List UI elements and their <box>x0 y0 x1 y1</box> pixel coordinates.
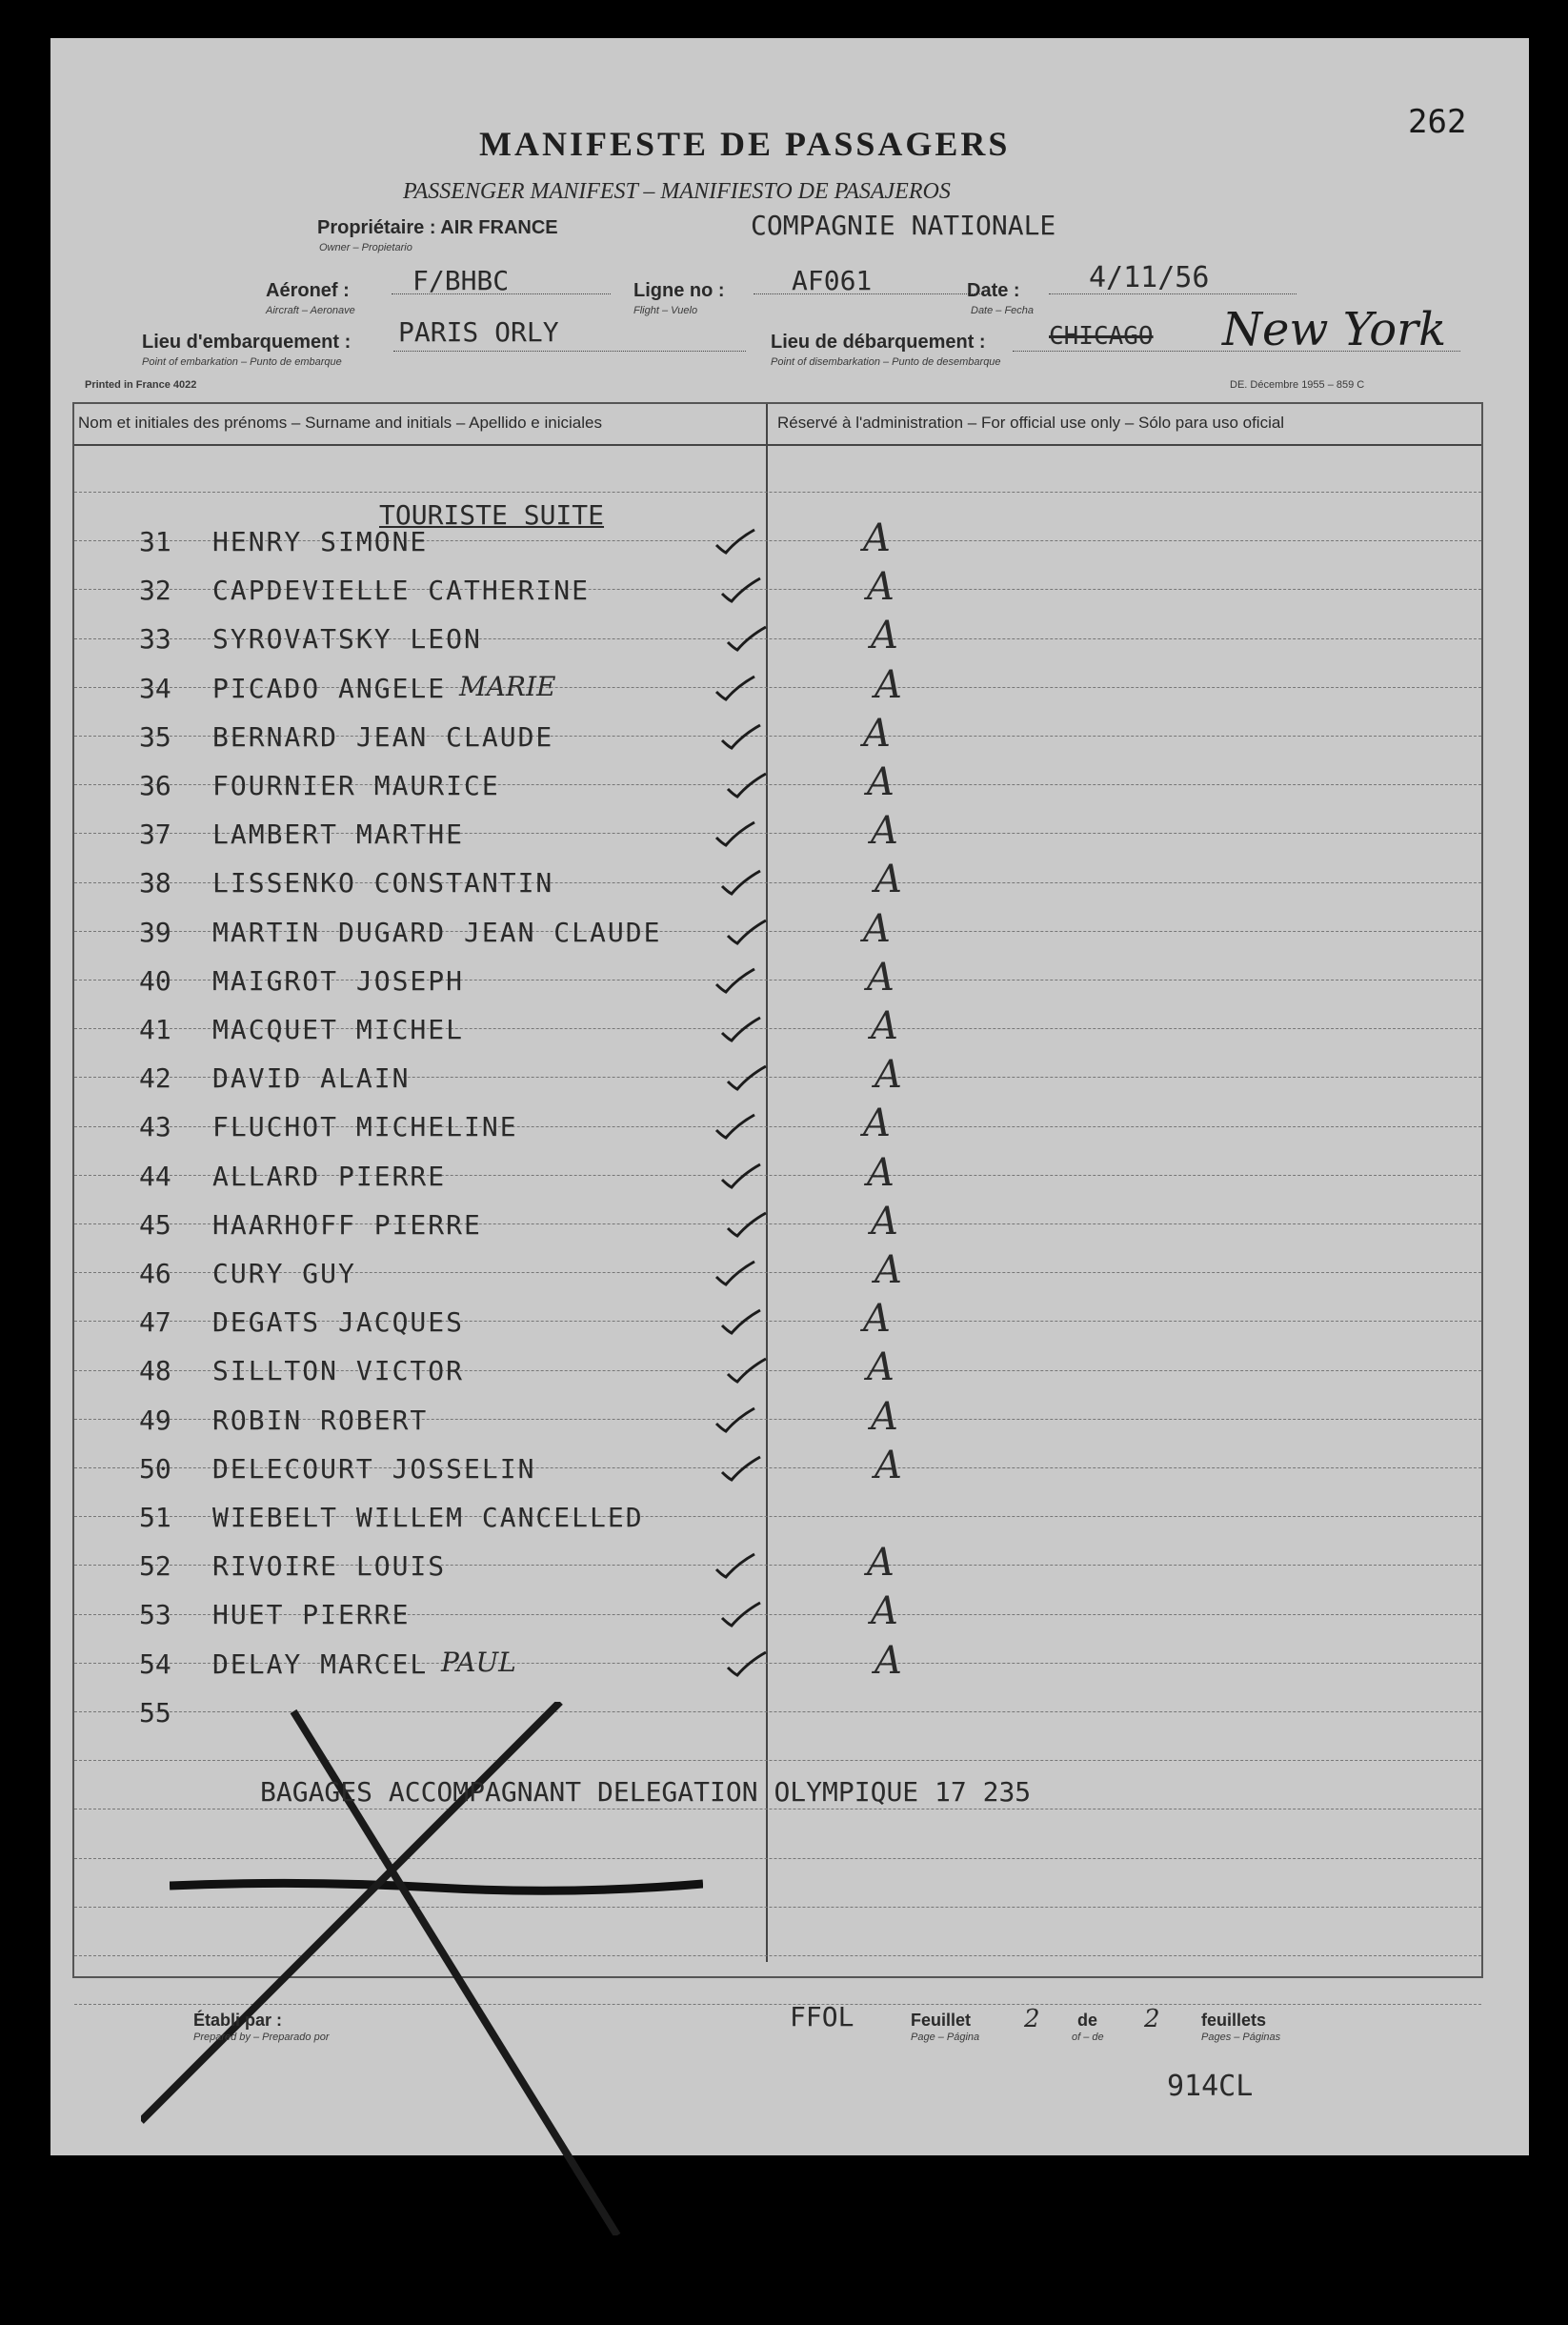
row-number: 42 <box>139 1062 171 1095</box>
passenger-name: FLUCHOT MICHELINE <box>212 1111 518 1143</box>
admin-mark: A <box>863 906 891 951</box>
page-number: 262 <box>1408 103 1467 141</box>
admin-mark: A <box>867 1541 895 1586</box>
disembark-struck-value: CHICAGO <box>1049 322 1154 351</box>
check-mark-icon <box>726 919 768 945</box>
passenger-name: MAIGROT JOSEPH <box>212 964 465 997</box>
check-mark-icon <box>726 1650 768 1677</box>
row-number: 41 <box>139 1014 171 1045</box>
check-mark-icon <box>720 1162 762 1189</box>
aircraft-value: F/BHBC <box>412 265 510 296</box>
passenger-name: CURY GUY <box>212 1258 356 1289</box>
row-number: 33 <box>139 623 171 656</box>
passenger-name-handwritten-addition: MARIE <box>459 670 556 702</box>
passenger-name: SYROVATSKY LEON <box>212 623 482 656</box>
row-number: 47 <box>139 1306 171 1339</box>
admin-mark: A <box>863 711 891 756</box>
row-number: 35 <box>139 720 171 753</box>
aircraft-label: Aéronef : <box>266 280 350 301</box>
passenger-name: FOURNIER MAURICE <box>212 770 500 801</box>
admin-mark: A <box>874 858 902 902</box>
embark-label: Lieu d'embarquement : <box>142 332 352 353</box>
footer-stamp: 914CL <box>1167 2070 1254 2103</box>
row-number: 37 <box>139 819 171 851</box>
row-number: 50 <box>139 1452 171 1485</box>
row-number: 36 <box>139 770 171 801</box>
check-mark-icon <box>714 528 756 555</box>
passenger-name: PICADO ANGELE <box>212 672 447 704</box>
check-mark-icon <box>720 1601 762 1628</box>
owner-value: COMPAGNIE NATIONALE <box>751 210 1056 241</box>
of-label: de <box>1077 2011 1098 2030</box>
row-number: 51 <box>139 1502 171 1533</box>
admin-mark: A <box>874 662 902 707</box>
passenger-name: LISSENKO CONSTANTIN <box>212 867 554 900</box>
passenger-name: LAMBERT MARTHE <box>212 819 465 851</box>
check-mark-icon <box>726 1357 768 1384</box>
flight-label: Ligne no : <box>633 280 725 301</box>
row-number: 39 <box>139 916 171 948</box>
row-number: 38 <box>139 867 171 900</box>
admin-mark: A <box>874 1443 902 1487</box>
disembark-sublabel: Point of disembarkation – Punto de desembarque <box>771 356 1001 368</box>
passenger-name: HENRY SIMONE <box>212 526 429 557</box>
row-number: 48 <box>139 1355 171 1387</box>
of-sublabel: of – de <box>1072 2032 1104 2043</box>
passenger-name: CAPDEVIELLE CATHERINE <box>212 575 591 607</box>
passenger-name: DELECOURT JOSSELIN <box>212 1452 536 1485</box>
admin-mark: A <box>867 1150 895 1195</box>
row-rule <box>74 492 1481 493</box>
row-number: 52 <box>139 1550 171 1583</box>
date-value: 4/11/56 <box>1089 261 1210 294</box>
aircraft-sublabel: Aircraft – Aeronave <box>266 305 355 316</box>
passenger-name: MACQUET MICHEL <box>212 1014 465 1045</box>
check-mark-icon <box>726 1211 768 1238</box>
row-number: 32 <box>139 575 171 607</box>
sheets-label: feuillets <box>1201 2011 1267 2030</box>
check-mark-icon <box>714 1406 756 1433</box>
check-mark-icon <box>714 675 756 701</box>
row-number: 40 <box>139 964 171 997</box>
embark-value: PARIS ORLY <box>398 316 559 348</box>
printed-note: Printed in France 4022 <box>85 379 197 391</box>
embark-sublabel: Point of embarkation – Punto de embarque <box>142 356 342 368</box>
flight-sublabel: Flight – Vuelo <box>633 305 698 316</box>
check-mark-icon <box>720 1308 762 1335</box>
sheet-value: 2 <box>1024 2005 1040 2033</box>
row-number: 34 <box>139 672 171 704</box>
admin-mark: A <box>871 1004 898 1048</box>
admin-mark: A <box>867 760 895 804</box>
passenger-name: DEGATS JACQUES <box>212 1306 465 1339</box>
admin-mark: A <box>863 1102 891 1146</box>
prepared-label: Établi par : <box>193 2011 283 2030</box>
check-mark-icon <box>720 869 762 896</box>
date-sublabel: Date – Fecha <box>971 305 1035 316</box>
disembark-handwritten: New York <box>1222 303 1447 356</box>
manifest-table <box>72 402 1483 1978</box>
passenger-name: ROBIN ROBERT <box>212 1404 429 1436</box>
admin-mark: A <box>871 614 898 658</box>
row-number: 54 <box>139 1648 171 1680</box>
row-number: 45 <box>139 1208 171 1241</box>
admin-mark: A <box>871 1589 898 1634</box>
check-mark-icon <box>714 1260 756 1286</box>
baggage-line: BAGAGES ACCOMPAGNANT DELEGATION OLYMPIQUE 17 235 <box>260 1776 1032 1808</box>
check-mark-icon <box>726 1064 768 1091</box>
admin-mark: A <box>871 809 898 854</box>
flight-value: AF061 <box>792 265 873 296</box>
passenger-name: WIEBELT WILLEM CANCELLED <box>212 1502 644 1533</box>
passenger-name: ALLARD PIERRE <box>212 1160 447 1192</box>
check-mark-icon <box>726 625 768 652</box>
sheet-sublabel: Page – Página <box>911 2032 980 2043</box>
table-header <box>74 404 1481 446</box>
embark-underline <box>393 351 746 352</box>
passenger-name: RIVOIRE LOUIS <box>212 1550 447 1583</box>
passenger-name: HUET PIERRE <box>212 1599 411 1631</box>
passenger-name: DAVID ALAIN <box>212 1062 411 1095</box>
admin-mark: A <box>874 1053 902 1098</box>
col-admin-header: Réservé à l'administration – For official use only – Sólo para uso oficial <box>777 414 1285 432</box>
of-value: 2 <box>1144 2005 1160 2033</box>
check-mark-icon <box>720 1455 762 1482</box>
footer-code: FFOL <box>790 2001 854 2032</box>
passenger-name: HAARHOFF PIERRE <box>212 1208 482 1241</box>
admin-mark: A <box>867 955 895 1000</box>
admin-mark: A <box>871 1394 898 1439</box>
check-mark-icon <box>726 772 768 799</box>
admin-mark: A <box>871 1199 898 1243</box>
admin-mark: A <box>867 565 895 610</box>
row-number: 46 <box>139 1258 171 1289</box>
row-number: 53 <box>139 1599 171 1631</box>
row-number: 49 <box>139 1404 171 1436</box>
passenger-name: BERNARD JEAN CLAUDE <box>212 720 554 753</box>
page-subtitle: PASSENGER MANIFEST – MANIFIESTO DE PASAJEROS <box>403 179 951 204</box>
passenger-name: DELAY MARCEL <box>212 1648 429 1680</box>
check-mark-icon <box>714 967 756 994</box>
passenger-name-handwritten-addition: PAUL <box>441 1646 516 1678</box>
check-mark-icon <box>714 1552 756 1579</box>
owner-sublabel: Owner – Propietario <box>319 242 412 253</box>
admin-mark: A <box>874 1638 902 1683</box>
sheet-label: Feuillet <box>911 2011 972 2030</box>
admin-mark: A <box>863 1297 891 1342</box>
row-number: 55 <box>139 1696 171 1729</box>
owner-label: Propriétaire : AIR FRANCE <box>317 217 558 238</box>
manifest-sheet <box>50 38 1529 2155</box>
row-number: 31 <box>139 526 171 557</box>
col-names-header: Nom et initiales des prénoms – Surname and initials – Apellido e iniciales <box>78 414 602 432</box>
sheets-sublabel: Pages – Páginas <box>1201 2032 1281 2043</box>
disembark-label: Lieu de débarquement : <box>771 332 986 353</box>
check-mark-icon <box>720 1016 762 1042</box>
admin-mark: A <box>867 1345 895 1390</box>
page-title: MANIFESTE DE PASSAGERS <box>479 125 1011 163</box>
check-mark-icon <box>720 576 762 603</box>
check-mark-icon <box>714 1113 756 1140</box>
passenger-name: MARTIN DUGARD JEAN CLAUDE <box>212 916 662 948</box>
row-number: 43 <box>139 1111 171 1143</box>
row-number: 44 <box>139 1160 171 1192</box>
admin-mark: A <box>874 1248 902 1292</box>
admin-mark: A <box>863 516 891 560</box>
passenger-name: SILLTON VICTOR <box>212 1355 465 1387</box>
section-heading: TOURISTE SUITE <box>379 499 605 531</box>
check-mark-icon <box>714 820 756 847</box>
form-ref: DE. Décembre 1955 – 859 C <box>1230 379 1365 391</box>
date-label: Date : <box>967 280 1020 301</box>
check-mark-icon <box>720 723 762 750</box>
prepared-sublabel: Prepared by – Preparado por <box>193 2032 330 2043</box>
